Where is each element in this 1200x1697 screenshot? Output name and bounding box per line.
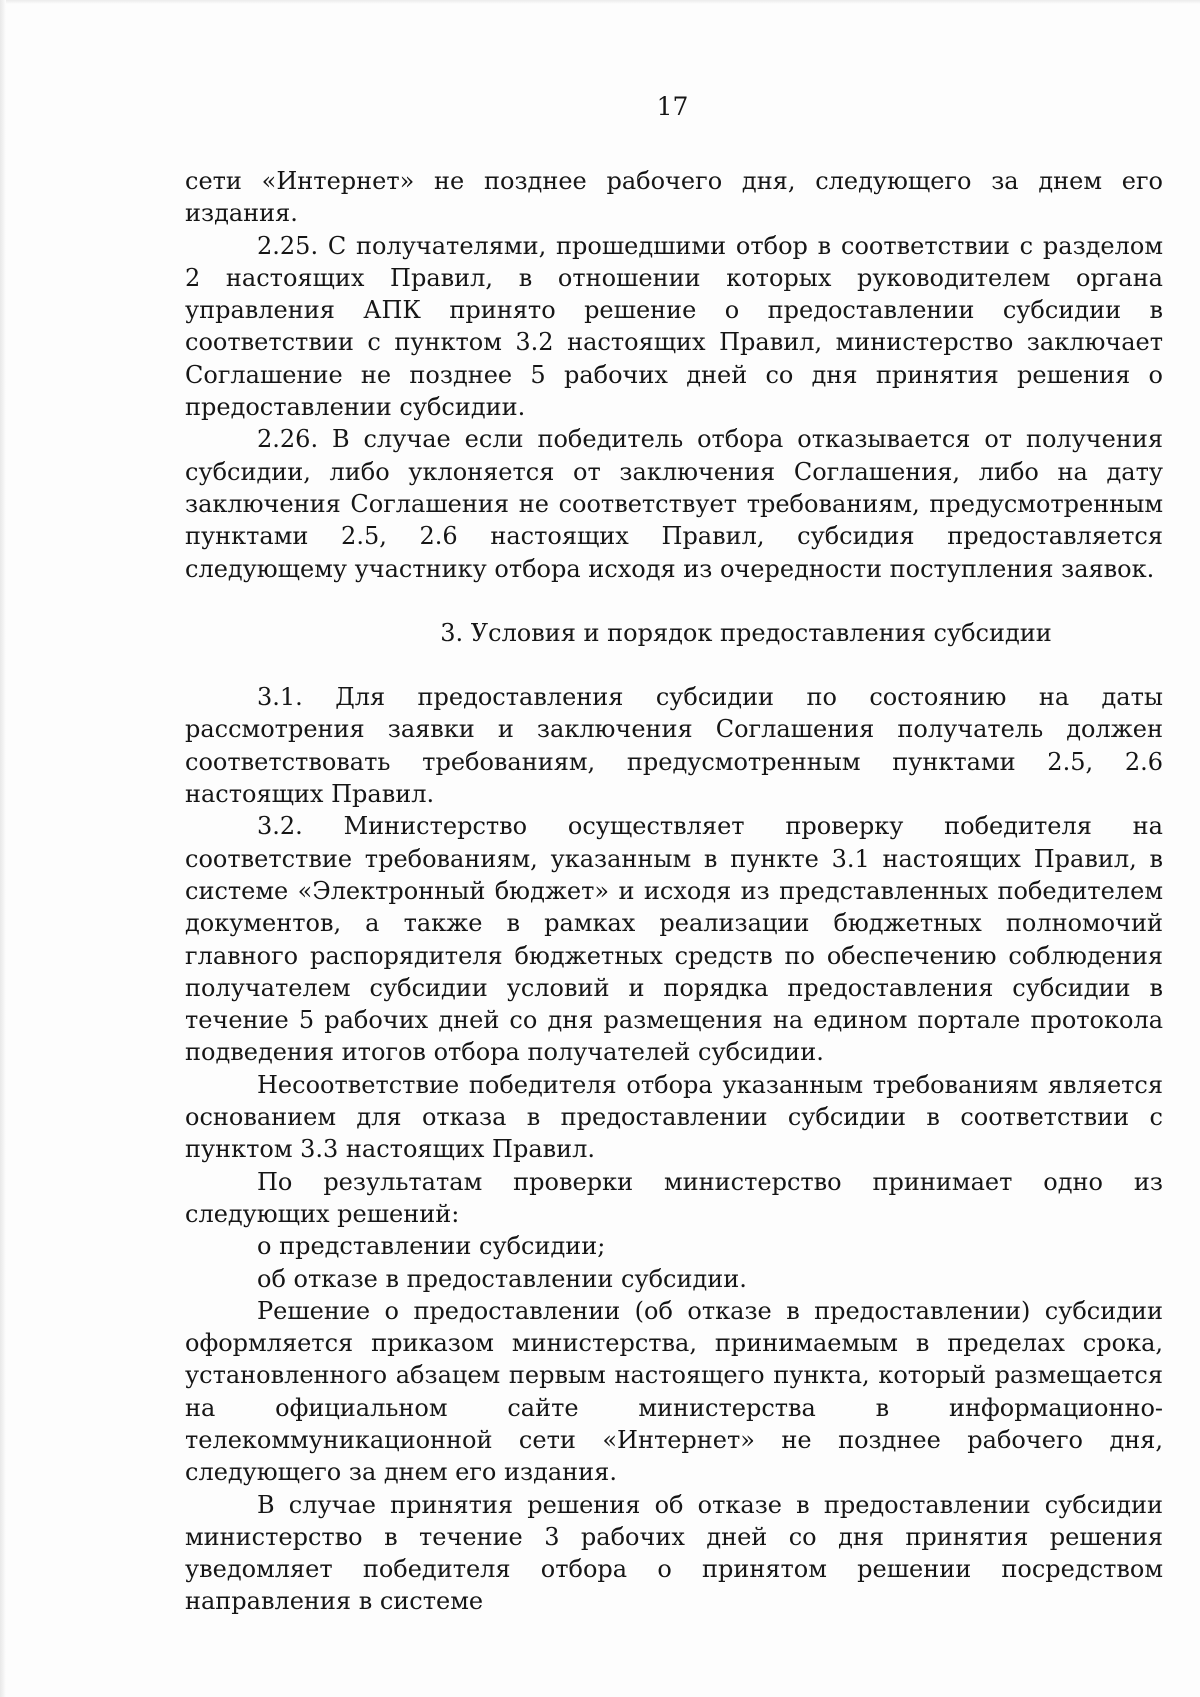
- list-item-grant: о представлении субсидии;: [257, 1232, 606, 1261]
- paragraph-decision-order: Решение о предоставлении (об отказе в предоставлении) субсидии оформляется приказом министерства, принимаемым в пределах срока, установленного абзацем первым настоящего пункта, который размещается на официальном сайте министерства в информационно-телекоммуникационной сети «Интернет» не позднее рабочего дня, следующего за днем его издания.: [185, 1296, 1163, 1487]
- paragraph-nonconformity: Несоответствие победителя отбора указанным требованиям является основанием для отказа в предоставлении субсидии в соответствии с пунктом 3.3 настоящих Правил.: [185, 1070, 1163, 1164]
- paragraph-3-2: 3.2. Министерство осуществляет проверку победителя на соответствие требованиям, указанным в пункте 3.1 настоящих Правил, в системе «Электронный бюджет» и исходя из представленных победителем документов, а также в рамках реализации бюджетных полномочий главного распорядителя бюджетных средств по обеспечению соблюдения получателем субсидии условий и порядка предоставления субсидии в течение 5 рабочих дней со дня размещения на едином портале протокола подведения итогов отбора получателей субсидии.: [185, 812, 1163, 1067]
- paragraph-2-25: 2.25. С получателями, прошедшими отбор в соответствии с разделом 2 настоящих Правил, в отношении которых руководителем органа управления АПК принято решение о предоставлении субсидии в соответствии с пунктом 3.2 настоящих Правил, министерство заключает Соглашение не позднее 5 рабочих дней со дня принятия решения о предоставлении субсидии.: [185, 231, 1163, 422]
- paragraph-check-results: По результатам проверки министерство принимает одно из следующих решений:: [185, 1167, 1163, 1228]
- scan-left-edge: [0, 0, 6, 1697]
- section-heading-3: 3. Условия и порядок предоставления субсидии: [440, 618, 1052, 647]
- scan-top-edge: [0, 0, 1200, 4]
- list-item-refusal: об отказе в предоставлении субсидии.: [257, 1264, 747, 1293]
- paragraph-3-1: 3.1. Для предоставления субсидии по состоянию на даты рассмотрения заявки и заключения Соглашения получатель должен соответствовать требованиям, предусмотренным пунктами 2.5, 2.6 настоящих Правил.: [185, 683, 1163, 809]
- page-number: 17: [656, 92, 689, 121]
- paragraph-refusal-notice: В случае принятия решения об отказе в предоставлении субсидии министерство в течение 3 рабочих дней со дня принятия решения уведомляет победителя отбора о принятом решении посредством направления в системе: [185, 1490, 1163, 1616]
- paragraph-2-26: 2.26. В случае если победитель отбора отказывается от получения субсидии, либо уклоняется от заключения Соглашения, либо на дату заключения Соглашения не соответствует требованиям, предусмотренным пунктами 2.5, 2.6 настоящих Правил, субсидия предоставляется следующему участнику отбора исходя из очередности поступления заявок.: [185, 425, 1163, 583]
- document-body: [185, 165, 1163, 1618]
- paragraph-continuation: сети «Интернет» не позднее рабочего дня, следующего за днем его издания.: [185, 167, 1163, 228]
